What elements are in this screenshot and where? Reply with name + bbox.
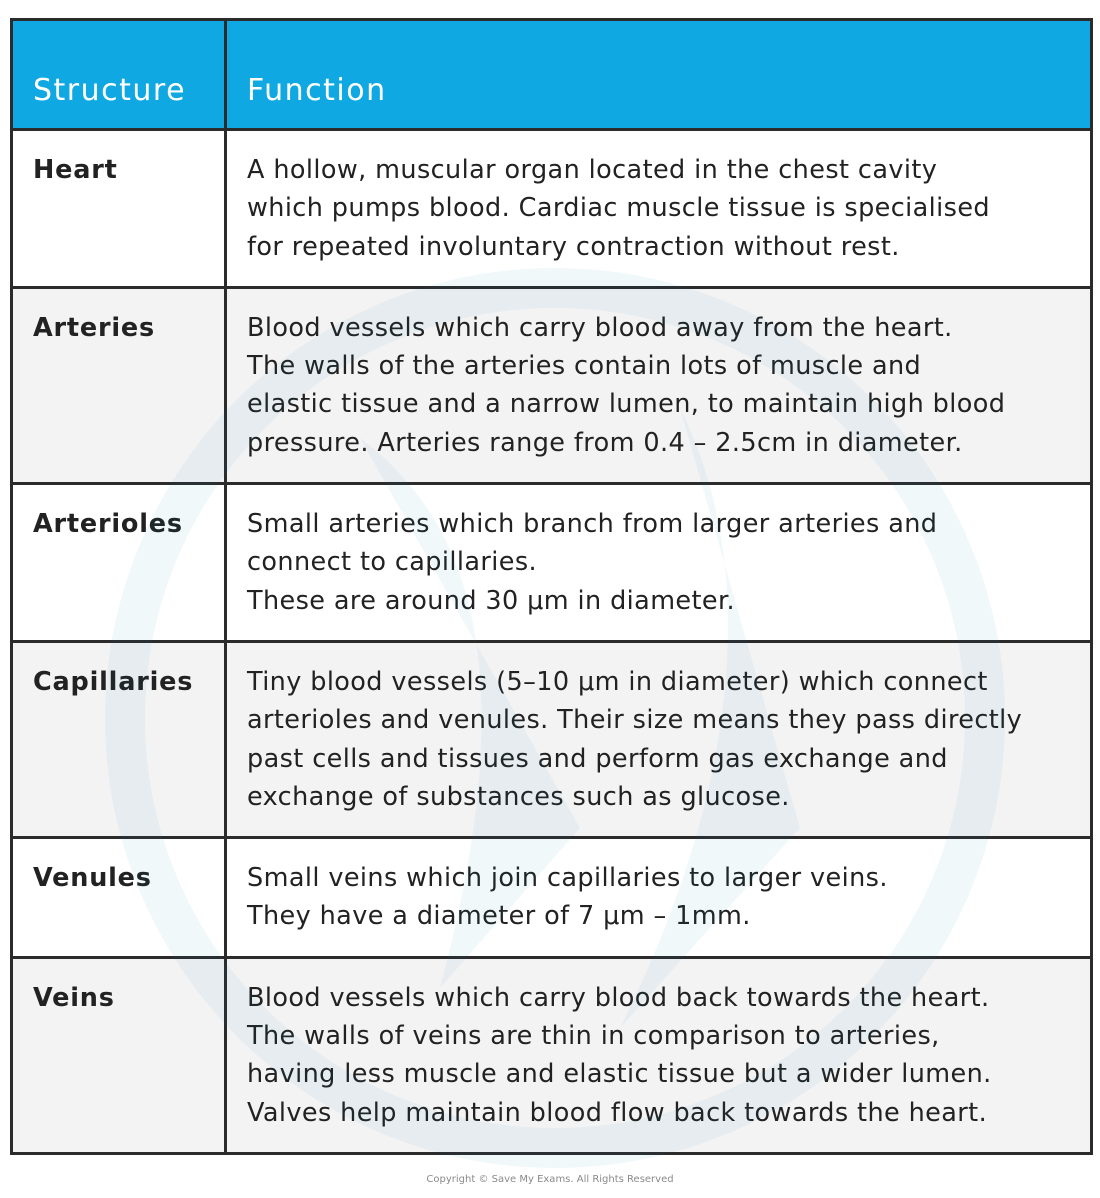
function-cell-arteries [226,287,1092,483]
function-line: exchange of substances such as glucose. [247,781,790,812]
table-row [12,484,1092,642]
table-header-row [12,20,1092,130]
function-cell-arterioles [226,484,1092,642]
structure-cell-arteries: Arteries [12,287,226,483]
function-line: Valves help maintain blood flow back towards the heart. [247,1097,988,1128]
table-row [12,838,1092,958]
function-cell-venules [226,838,1092,958]
table-row [12,130,1092,288]
structure-function-table [10,18,1093,1155]
structure-function-table-wrapper [10,18,1090,1155]
function-line: having less muscle and elastic tissue but a wider lumen. [247,1059,992,1090]
header-structure: Structure [12,20,226,130]
function-line: for repeated involuntary contraction without rest. [247,231,900,262]
function-line: The walls of veins are thin in comparison to arteries, [247,1021,940,1052]
function-line: The walls of the arteries contain lots of muscle and [247,351,922,382]
structure-cell-heart: Heart [12,130,226,288]
table-row [12,287,1092,483]
function-line: These are around 30 μm in diameter. [247,585,736,616]
function-line: arterioles and venules. Their size means they pass directly [247,705,1023,736]
function-cell-heart [226,130,1092,288]
structure-cell-venules: Venules [12,838,226,958]
function-line: past cells and tissues and perform gas exchange and [247,743,948,774]
table-row [12,641,1092,837]
function-line: A hollow, muscular organ located in the chest cavity [247,155,938,185]
structure-cell-capillaries: Capillaries [12,641,226,837]
function-line: Small veins which join capillaries to larger veins. [247,863,888,894]
function-line: Blood vessels which carry blood away from the heart. [247,312,953,343]
copyright-footer: Copyright © Save My Exams. All Rights Reserved [426,1174,674,1185]
structure-cell-arterioles: Arterioles [12,484,226,642]
function-line: They have a diameter of 7 μm – 1mm. [247,901,751,932]
structure-cell-veins: Veins [12,957,226,1153]
function-line: which pumps blood. Cardiac muscle tissue is specialised [247,193,991,224]
function-line: elastic tissue and a narrow lumen, to maintain high blood [247,389,1006,420]
function-line: Tiny blood vessels (5–10 μm in diameter) which connect [247,666,988,697]
function-cell-capillaries [226,641,1092,837]
function-line: pressure. Arteries range from 0.4 – 2.5cm in diameter. [247,427,963,458]
header-function: Function [226,20,1092,130]
table-row [12,957,1092,1153]
function-line: Blood vessels which carry blood back towards the heart. [247,982,990,1013]
function-cell-veins [226,957,1092,1153]
function-line: Small arteries which branch from larger arteries and [247,509,938,540]
function-line: connect to capillaries. [247,547,538,578]
